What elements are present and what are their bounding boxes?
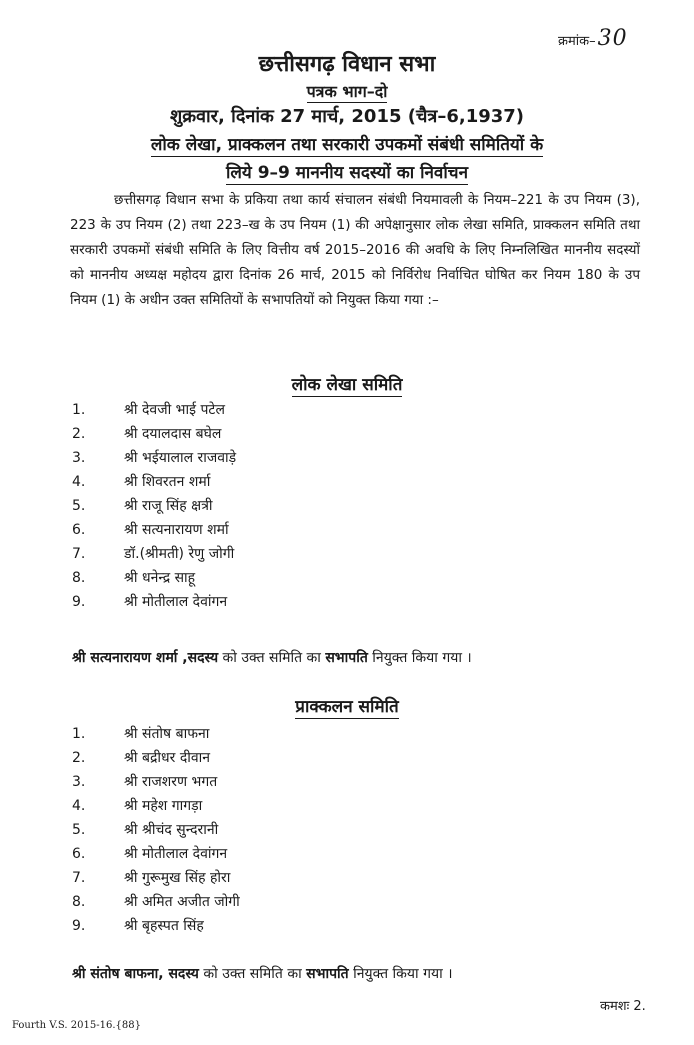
member-number: 5.: [72, 822, 86, 838]
serial-label: क्रमांक–: [558, 34, 596, 49]
body-paragraph: छत्तीसगढ़ विधान सभा के प्रकिया तथा कार्य संचालन संबंधी नियमावली के नियम–221 के उप नियम (3), 223 के उप नियम (2) तथा 223–ख के उप नियम (1) की अपेक्षानुसार लोक लेखा समिति, प्राक्कलन समिति तथा सरकारी उपकमों संबंधी समिति के लिए वित्तीय वर्ष 2015–2016 की अवधि के लिए निम्नलिखित माननीय सदस्यों को माननीय अध्यक्ष महोदय द्वारा दिनांक 26 मार्च, 2015 को निर्विरोध निर्वाचित घोषित कर नियम 180 के उप नियम (1) के अधीन उक्त समितियों के सभापतियों को नियुक्त किया गया :–: [70, 192, 640, 308]
member-name: श्री संतोष बाफना: [124, 726, 210, 742]
chair-name: श्री संतोष बाफना, सदस्य: [72, 966, 199, 982]
list-item: [72, 866, 240, 890]
chairperson-statement-estimates: [72, 964, 453, 983]
member-number: 9.: [72, 594, 86, 610]
committee-title-text: लोक लेखा समिति: [291, 375, 403, 395]
list-item: [72, 722, 240, 746]
member-number: 4.: [72, 798, 86, 814]
list-item: [72, 818, 240, 842]
member-name: श्री मोतीलाल देवांगन: [124, 846, 228, 862]
member-number: 6.: [72, 846, 86, 862]
member-list-estimates: [72, 722, 240, 938]
member-number: 7.: [72, 546, 86, 562]
chair-text-mid: को उक्त समिति का: [198, 966, 307, 982]
member-name: श्री धनेन्द्र साहू: [124, 570, 196, 586]
committee-title-text: प्राक्कलन समिति: [295, 697, 399, 717]
chair-name: श्री सत्यनारायण शर्मा ,सदस्य: [72, 650, 219, 666]
member-number: 6.: [72, 522, 86, 538]
member-name: श्री गुरूमुख सिंह होरा: [124, 870, 231, 886]
member-number: 3.: [72, 450, 86, 466]
member-number: 8.: [72, 570, 86, 586]
list-item: [72, 770, 240, 794]
list-item: [72, 494, 236, 518]
member-name: श्री अमित अजीत जोगी: [124, 894, 240, 910]
member-name: श्री मोतीलाल देवांगन: [124, 594, 228, 610]
bulletin-part-text: पत्रक भाग–दो: [306, 82, 388, 101]
list-item: [72, 566, 236, 590]
member-name: श्री राजू सिंह क्षत्री: [124, 498, 213, 514]
member-name: श्री श्रीचंद सुन्दरानी: [124, 822, 219, 838]
list-item: [72, 842, 240, 866]
member-number: 2.: [72, 750, 86, 766]
member-number: 4.: [72, 474, 86, 490]
chair-role: सभापति: [306, 966, 349, 982]
subject-line-1-text: लोक लेखा, प्राक्कलन तथा सरकारी उपकमों संबंधी समितियों के: [150, 135, 544, 155]
list-item: [72, 398, 236, 422]
subject-line-2: [0, 160, 694, 183]
committee-title-estimates: [0, 694, 694, 717]
chair-text-end: नियुक्त किया गया ।: [348, 966, 453, 982]
list-item: [72, 470, 236, 494]
member-name: श्री देवजी भाई पटेल: [124, 402, 225, 418]
chairperson-statement-public-accounts: [72, 648, 472, 667]
member-number: 9.: [72, 918, 86, 934]
member-list-public-accounts: [72, 398, 236, 614]
member-name: श्री भईयालाल राजवाड़े: [124, 450, 237, 466]
list-item: [72, 890, 240, 914]
list-item: [72, 422, 236, 446]
bulletin-part: [0, 80, 694, 102]
list-item: [72, 914, 240, 938]
serial-value: 30: [597, 26, 628, 51]
member-name: श्री सत्यनारायण शर्मा: [124, 522, 229, 538]
member-name: श्री राजशरण भगत: [124, 774, 218, 790]
member-number: 3.: [72, 774, 86, 790]
list-item: [72, 542, 236, 566]
chair-role: सभापति: [325, 650, 368, 666]
member-number: 8.: [72, 894, 86, 910]
member-name: श्री शिवरतन शर्मा: [124, 474, 211, 490]
list-item: [72, 446, 236, 470]
list-item: [72, 746, 240, 770]
member-number: 2.: [72, 426, 86, 442]
chair-text-end: नियुक्त किया गया ।: [367, 650, 472, 666]
member-name: श्री बद्रीधर दीवान: [124, 750, 211, 766]
list-item: [72, 518, 236, 542]
assembly-title: छत्तीसगढ़ विधान सभा: [258, 52, 436, 77]
list-item: [72, 794, 240, 818]
member-number: 1.: [72, 402, 86, 418]
list-item: [72, 590, 236, 614]
subject-line-2-text: लिये 9–9 माननीय सदस्यों का निर्वाचन: [225, 163, 469, 183]
subject-line-1: [0, 132, 694, 155]
member-number: 1.: [72, 726, 86, 742]
member-name: श्री बृहस्पत सिंह: [124, 918, 204, 934]
member-name: श्री दयालदास बघेल: [124, 426, 222, 442]
member-name: डॉ.(श्रीमती) रेणु जोगी: [124, 546, 235, 562]
footer-reference: Fourth V.S. 2015-16.{88}: [12, 1020, 141, 1031]
continued-marker: कमशः 2.: [600, 999, 646, 1014]
bulletin-date: शुक्रवार, दिनांक 27 मार्च, 2015 (चैत्र–6,1937): [169, 106, 525, 127]
committee-title-public-accounts: [0, 372, 694, 395]
member-number: 5.: [72, 498, 86, 514]
member-number: 7.: [72, 870, 86, 886]
member-name: श्री महेश गागड़ा: [124, 798, 203, 814]
chair-text-mid: को उक्त समिति का: [218, 650, 326, 666]
